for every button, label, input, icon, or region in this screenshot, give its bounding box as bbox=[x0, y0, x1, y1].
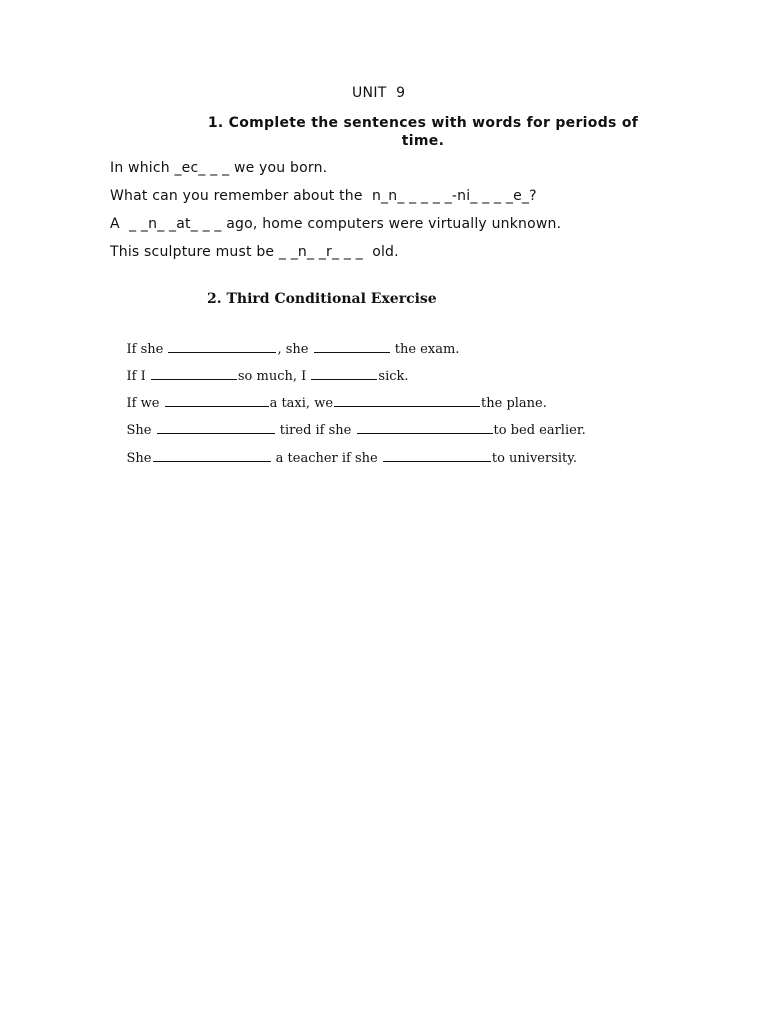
sentence-text: , she bbox=[277, 342, 313, 357]
section2-title: 2. Third Conditional Exercise bbox=[207, 291, 437, 307]
sentence-text: She bbox=[126, 423, 156, 438]
section1-sentence-3: A _ _n_ _at_ _ _ ago, home computers were virtually unknown. bbox=[110, 216, 562, 232]
sentence-text: to bed earlier. bbox=[493, 423, 586, 438]
sentence-text: the plane. bbox=[481, 396, 547, 411]
answer-blank[interactable] bbox=[383, 449, 491, 462]
sentence-text: tired if she bbox=[275, 423, 356, 438]
sentence-text: the exam. bbox=[390, 342, 460, 357]
unit-title: UNIT 9 bbox=[352, 85, 406, 101]
sentence-text: sick. bbox=[378, 369, 409, 384]
sentence-text: If we bbox=[126, 396, 164, 411]
sentence-text: so much, I bbox=[237, 369, 311, 384]
sentence-text: a teacher if she bbox=[271, 451, 382, 466]
section1-sentence-4: This sculpture must be _ _n_ _r_ _ _ old. bbox=[110, 244, 399, 260]
sentence-text: If she bbox=[126, 342, 168, 357]
sentence-text: If I bbox=[126, 369, 150, 384]
section1-sentence-2: What can you remember about the n_n_ _ _ _ _-ni_ _ _ _e_? bbox=[110, 188, 537, 204]
sentence-text: a taxi, we bbox=[269, 396, 334, 411]
answer-blank[interactable] bbox=[153, 449, 271, 462]
answer-blank[interactable] bbox=[357, 421, 493, 434]
section1-sentence-1: In which _ec_ _ _ we you born. bbox=[110, 160, 328, 176]
sentence-text: to university. bbox=[491, 451, 578, 466]
section2-sentence-5 bbox=[110, 434, 577, 481]
section1-title: 1. Complete the sentences with words for periods of time. bbox=[207, 115, 639, 149]
answer-blank[interactable] bbox=[157, 421, 275, 434]
sentence-text: She bbox=[126, 451, 152, 466]
